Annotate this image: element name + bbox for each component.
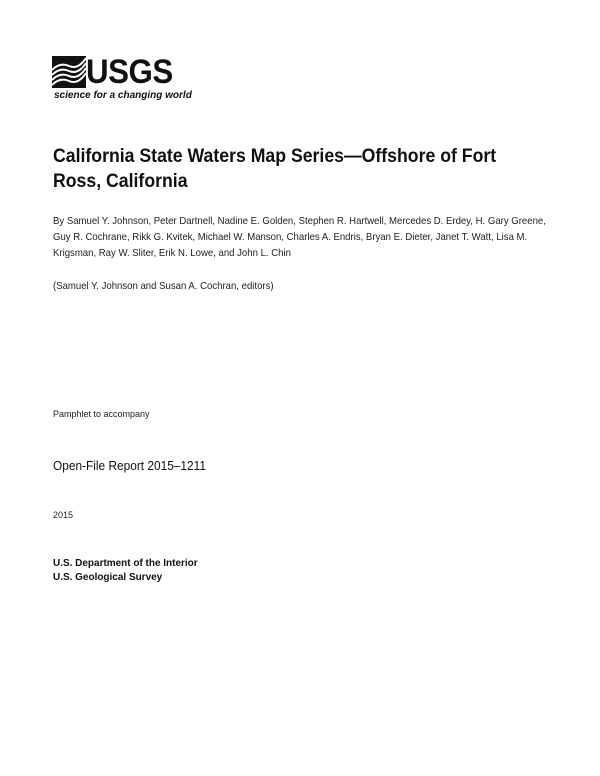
publisher-block: [53, 556, 198, 584]
pamphlet-note: Pamphlet to accompany: [53, 409, 150, 419]
agency-name: U.S. Geological Survey: [53, 571, 163, 583]
usgs-logo: [52, 53, 192, 104]
usgs-wordmark: USGS: [86, 53, 173, 91]
author-list: By Samuel Y. Johnson, Peter Dartnell, Nadine E. Golden, Stephen R. Hartwell, Mercedes D. Erdey, H. Gary Greene, Guy R. Cochrane, Rikk G. Kvitek, Michael W. Manson, Charles A. Endris, Bryan E. Dieter, Janet T. Watt, Lisa M. Krigsman, Ray W. Sliter, Erik N. Lowe, and John L. Chin: [53, 216, 546, 259]
department-name: U.S. Department of the Interior: [53, 557, 198, 569]
report-title: California State Waters Map Series—Offshore of Fort Ross, California: [53, 146, 497, 192]
usgs-tagline: science for a changing world: [54, 90, 192, 101]
usgs-wave-icon: [52, 56, 86, 88]
publication-year: 2015: [53, 510, 74, 520]
editors-line: (Samuel Y. Johnson and Susan A. Cochran, editors): [53, 281, 274, 292]
report-number: Open-File Report 2015–1211: [53, 459, 206, 473]
